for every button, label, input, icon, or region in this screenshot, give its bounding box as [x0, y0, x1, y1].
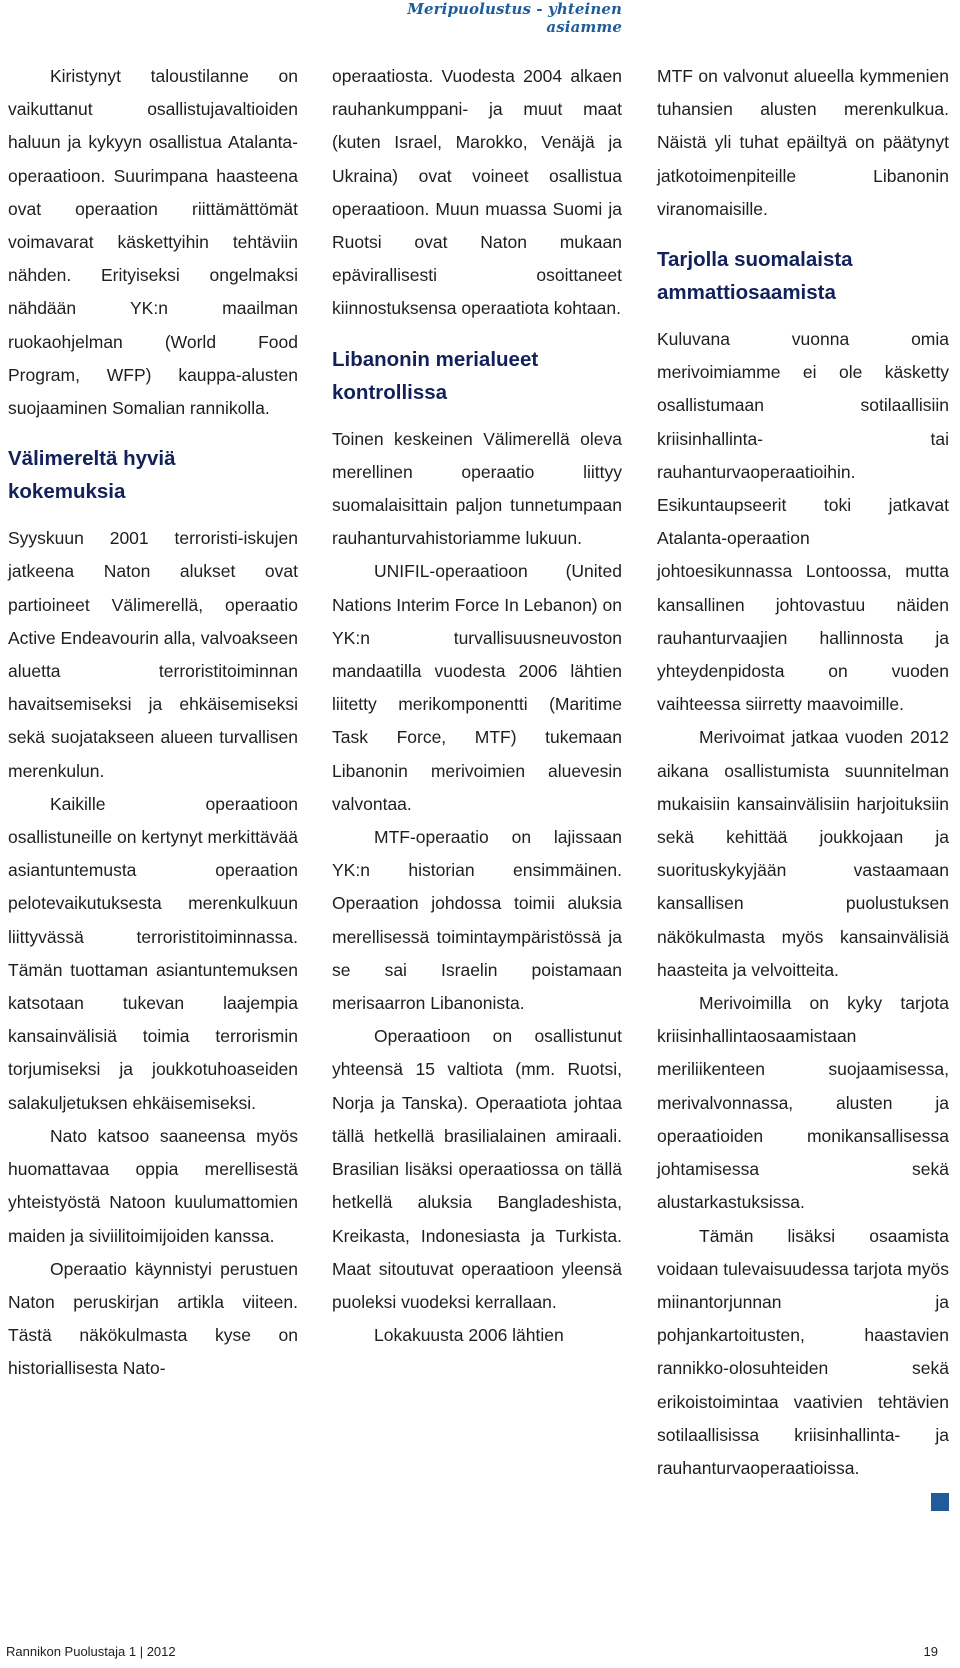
- paragraph: Kuluvana vuonna omia merivoimiamme ei ole käsketty osallistumaan sotilaallisiin kriisinhallinta- tai rauhanturvaoperaatioihin. Esikuntaupseerit toki jatkavat Atalanta-operaation johtoesikunnassa Lontoossa, mutta kansallinen johtovastuu näiden rauhanturvaajien hallinnosta ja yhteydenpidosta on vuoden vaihteessa siirretty maavoimille.: [657, 329, 949, 715]
- paragraph: Kaikille operaatioon osallistuneille on kertynyt merkittävää asiantuntemusta operaation pelotevaikutuksesta merenkulkuun liittyvässä terroristitoiminnassa. Tämän tuottaman asiantuntemuksen katsotaan tukevan laajempia kansainvälisiä toimia terrorismin torjumiseksi ja joukkotuhoaseiden salakuljetuksen ehkäisemiseksi.: [8, 793, 298, 1113]
- section-heading: Libanonin merialueet kontrollissa: [332, 347, 539, 404]
- section-heading: Tarjolla suomalaista ammattiosaamista: [657, 248, 853, 305]
- paragraph: Toinen keskeinen Välimerellä oleva merellinen operaatio liittyy suomalaisittain paljon tunnetumpaan rauhanturvahistoriamme lukuun.: [332, 428, 622, 549]
- paragraph: Tämän lisäksi osaamista voidaan tulevaisuudessa tarjota myös miinantorjunnan ja pohjankartoitusten, haastavien rannikko-olosuhteiden sekä erikoistoimintaa vaativien tehtävien sotilaallisissa kriisinhallinta- ja rauhanturvaoperaatioissa.: [657, 1225, 949, 1478]
- paragraph: Lokakuusta 2006 lähtien: [374, 1325, 564, 1346]
- article-column-1: [8, 60, 298, 1386]
- running-head: Meripuolustus - yhteinen asiamme: [407, 0, 622, 36]
- paragraph: Merivoimat jatkaa vuoden 2012 aikana osallistumista suunnitelman mukaisiin kansainvälisiin harjoituksiin sekä kehittää joukkojaan ja suorituskykyjään vastaamaan kansallisen puolustuksen näkökulmasta myös kansainvälisiä haasteita ja velvoitteita.: [657, 727, 949, 980]
- paragraph: Operaatioon on osallistunut yhteensä 15 valtiota (mm. Ruotsi, Norja ja Tanska). Operaatiota johtaa tällä hetkellä brasilialainen amiraali. Brasilian lisäksi operaatiossa on tällä hetkellä aluksia Bangladeshista, Kreikasta, Indonesiasta ja Turkista. Maat sitoutuvat operaatioon yleensä puoleksi vuodeksi kerrallaan.: [332, 1026, 622, 1312]
- paragraph: Operaatio käynnistyi perustuen Naton peruskirjan artikla viiteen. Tästä näkökulmasta kyse on historiallisesta Nato-: [8, 1258, 298, 1379]
- article-column-3: [657, 60, 949, 1511]
- end-of-article-square-icon: [931, 1493, 949, 1511]
- paragraph: Nato katsoo saaneensa myös huomattavaa oppia merellisestä yhteistyöstä Natoon kuulumattomien maiden ja siviilitoimijoiden kanssa.: [8, 1125, 298, 1246]
- paragraph: MTF on valvonut alueella kymmenien tuhansien alusten merenkulkua. Näistä yli tuhat epäiltyä on päätynyt jatkotoimenpiteille Libanonin viranomaisille.: [657, 66, 949, 219]
- footer-page-number: 19: [923, 1644, 938, 1659]
- paragraph: Syyskuun 2001 terroristi-iskujen jatkeena Naton alukset ovat partioineet Välimerellä, operaatio Active Endeavourin alla, valvoakseen aluetta terroristitoiminnan havaitsemiseksi ja ehkäisemiseksi sekä suojatakseen alueen turvallisen merenkulun.: [8, 528, 298, 781]
- article-column-2: [332, 60, 622, 1352]
- section-heading: Välimereltä hyviä kokemuksia: [8, 447, 176, 504]
- paragraph: operaatiosta. Vuodesta 2004 alkaen rauhankumppani- ja muut maat (kuten Israel, Marokko, Venäjä ja Ukraina) ovat voineet osallistua operaatioon. Muun muassa Suomi ja Ruotsi ovat Naton mukaan epävirallisesti osoittaneet kiinnostuksensa operaatiota kohtaan.: [332, 66, 622, 319]
- paragraph: UNIFIL-operaatioon (United Nations Interim Force In Lebanon) on YK:n turvallisuusneuvoston mandaatilla vuodesta 2006 lähtien liitetty merikomponentti (Maritime Task Force, MTF) tukemaan Libanonin merivoimien aluevesin valvontaa.: [332, 561, 622, 814]
- paragraph: MTF-operaatio on lajissaan YK:n historian ensimmäinen. Operaation johdossa toimii aluksia merellisessä toimintaympäristössä ja se sai Israelin poistamaan merisaarron Libanonista.: [332, 827, 622, 1014]
- paragraph: Kiristynyt taloustilanne on vaikuttanut osallistujavaltioiden haluun ja kykyyn osallistua Atalanta-operaatioon. Suurimpana haasteena ovat operaation riittämättömät voimavarat käskettyihin tehtäviin nähden. Erityiseksi ongelmaksi nähdään YK:n maailman ruokaohjelman (World Food Program, WFP) kauppa-alusten suojaaminen Somalian rannikolla.: [8, 66, 298, 419]
- paragraph: Merivoimilla on kyky tarjota kriisinhallintaosaamistaan meriliikenteen suojaamisessa, merivalvonnassa, alusten ja operaatioiden monikansallisessa johtamisessa sekä alustarkastuksissa.: [657, 993, 949, 1213]
- footer-publication: Rannikon Puolustaja 1 | 2012: [6, 1644, 176, 1659]
